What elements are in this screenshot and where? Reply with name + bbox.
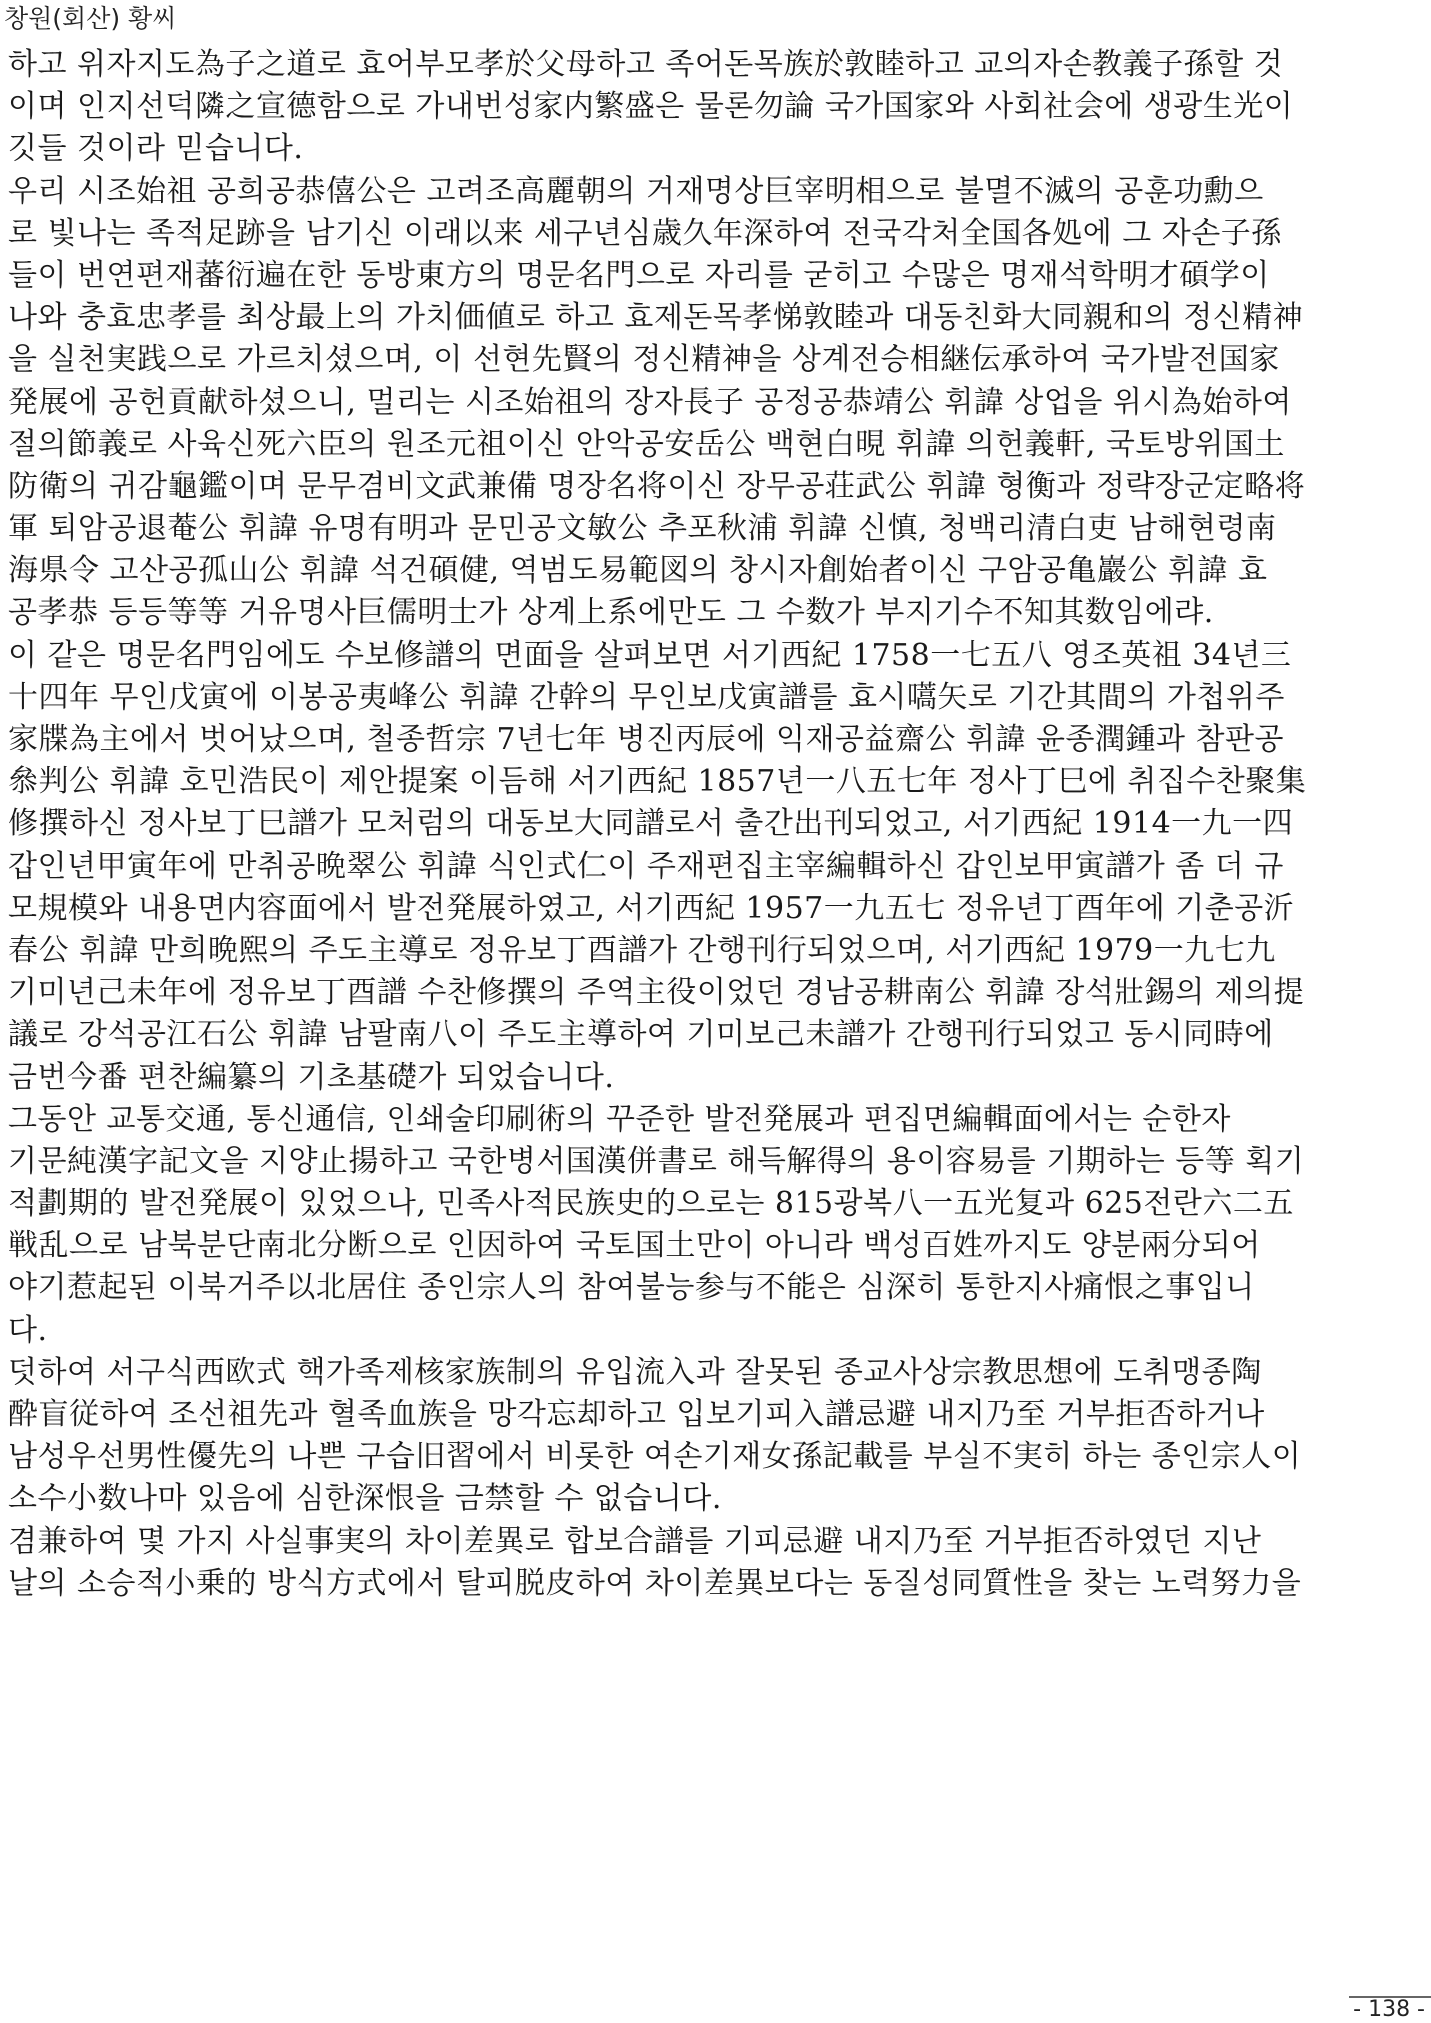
paragraph — [8, 171, 1420, 635]
text-line: 을 실천実践으로 가르치셨으며, 이 선현先賢의 정신精神을 상계전승相継伝承하여 국가발전国家 — [8, 342, 1280, 378]
text-line: 로 빛나는 족적足跡을 남기신 이래以来 세구년심歳久年深하여 전국각처全国各処에 그 자손子孫 — [8, 215, 1282, 251]
text-line: 防衛의 귀감龜鑑이며 문무겸비文武兼備 명장名将이신 장무공荘武公 휘諱 형衡과 정략장군定略将 — [8, 468, 1306, 504]
text-line: 軍 퇴암공退菴公 휘諱 유명有明과 문민공文敏公 추포秋浦 휘諱 신慎, 청백리清白吏 남해현령南 — [8, 511, 1277, 547]
text-line: 叅判公 휘諱 호민浩民이 제안提案 이듬해 서기西紀 1857년一八五七年 정사丁巳에 취집수찬聚集 — [8, 764, 1307, 800]
text-line: 모規模와 내용면内容面에서 발전発展하였고, 서기西紀 1957一九五七 정유년丁酉年에 기춘공沂 — [8, 890, 1295, 926]
text-line: 공孝恭 등등等等 거유명사巨儒明士가 상계上系에만도 그 수数가 부지기수不知其数임에랴. — [8, 595, 1214, 631]
text-line: 春公 휘諱 만희晩熙의 주도主導로 정유보丁酉譜가 간행刊行되었으며, 서기西紀 1979一九七九 — [8, 932, 1276, 968]
text-line: 겸兼하여 몇 가지 사실事実의 차이差異로 합보合譜를 기피忌避 내지乃至 거부拒否하였던 지난 — [8, 1523, 1262, 1559]
text-line: 이 같은 명문名門임에도 수보修譜의 면面을 살펴보면 서기西紀 1758一七五八 영조英祖 34년三 — [8, 637, 1292, 673]
text-line: 절의節義로 사육신死六臣의 원조元祖이신 안악공安岳公 백현白晛 휘諱 의헌義軒, 국토방위国土 — [8, 426, 1285, 462]
text-line: 날의 소승적小乗的 방식方式에서 탈피脱皮하여 차이差異보다는 동질성同質性을 찾는 노력努力을 — [8, 1565, 1302, 1601]
text-line: 다. — [8, 1312, 48, 1348]
paragraph — [8, 1521, 1420, 1605]
text-line: 修撰하신 정사보丁巳譜가 모처럼의 대동보大同譜로서 출간出刊되었고, 서기西紀 1914一九一四 — [8, 806, 1294, 842]
text-line: 들이 번연편재蕃衍遍在한 동방東方의 명문名門으로 자리를 굳히고 수많은 명재석학明才碩学이 — [8, 257, 1270, 293]
paragraph — [8, 44, 1420, 171]
text-line: 남성우선男性優先의 나쁜 구습旧習에서 비롯한 여손기재女孫記載를 부실不実히 하는 종인宗人이 — [8, 1439, 1302, 1475]
text-line: 야기惹起된 이북거주以北居住 종인宗人의 참여불능参与不能은 심深히 통한지사痛恨之事입니 — [8, 1270, 1255, 1306]
text-line: 우리 시조始祖 공희공恭僖公은 고려조高麗朝의 거재명상巨宰明相으로 불멸不滅의 공훈功勳으 — [8, 173, 1264, 209]
text-line: 海県令 고산공孤山公 휘諱 석건碩健, 역범도易範図의 창시자創始者이신 구암공亀巖公 휘諱 효 — [8, 553, 1268, 589]
paragraph — [8, 1352, 1420, 1521]
text-line: 기미년己未年에 정유보丁酉譜 수찬修撰의 주역主役이었던 경남공耕南公 휘諱 장석壯錫의 제의提 — [8, 975, 1305, 1011]
text-line: 갑인년甲寅年에 만취공晩翠公 휘諱 식인式仁이 주재편집主宰編輯하신 갑인보甲寅譜가 좀 더 규 — [8, 848, 1284, 884]
running-header: 창원(회산) 황씨 — [4, 4, 177, 33]
text-line: 家牒為主에서 벗어났으며, 철종哲宗 7년七年 병진丙辰에 익재공益齋公 휘諱 윤종潤鍾과 참판공 — [8, 722, 1284, 757]
text-line: 하고 위자지도為子之道로 효어부모孝於父母하고 족어돈목族於敦睦하고 교의자손教義子孫할 것 — [8, 47, 1284, 82]
text-line: 금번今番 편찬編纂의 기초基礎가 되었습니다. — [8, 1059, 615, 1095]
text-line: 소수小数나마 있음에 심한深恨을 금禁할 수 없습니다. — [8, 1481, 722, 1517]
text-line: 덧하여 서구식西欧式 핵가족제核家族制의 유입流入과 잘못된 종교사상宗教思想에 도취맹종陶 — [8, 1354, 1262, 1390]
text-line: 十四年 무인戊寅에 이봉공夷峰公 휘諱 간幹의 무인보戊寅譜를 효시嚆矢로 기간其間의 가첩위주 — [8, 679, 1285, 715]
text-line: 깃들 것이라 믿습니다. — [8, 131, 304, 167]
text-line: 戦乱으로 남북분단南北分断으로 인因하여 국토国土만이 아니라 백성百姓까지도 양분兩分되어 — [8, 1228, 1261, 1264]
paragraph — [8, 1099, 1420, 1352]
text-line: 나와 충효忠孝를 최상最上의 가치価値로 하고 효제돈목孝悌敦睦과 대동친화大同親和의 정신精神 — [8, 300, 1304, 336]
text-line: 그동안 교통交通, 통신通信, 인쇄술印刷術의 꾸준한 발전発展과 편집면編輯面에서는 순한자 — [8, 1101, 1231, 1137]
paragraph — [8, 635, 1420, 1099]
page-number: - 138 - — [1349, 1996, 1431, 2022]
text-line: 이며 인지선덕隣之宣德함으로 가내번성家内繁盛은 물론勿論 국가国家와 사회社会에 생광生光이 — [8, 89, 1294, 125]
body-text — [8, 44, 1420, 1605]
text-line: 기문純漢字記文을 지양止揚하고 국한병서国漢併書로 해득解得의 용이容易를 기期하는 등等 획기 — [8, 1143, 1305, 1179]
text-line: 議로 강석공江石公 휘諱 남팔南八이 주도主導하여 기미보己未譜가 간행刊行되었고 동시同時에 — [8, 1017, 1274, 1053]
text-line: 적劃期的 발전発展이 있었으나, 민족사적民族史的으로는 815광복八一五光复과 625전란六二五 — [8, 1186, 1294, 1222]
text-line: 発展에 공헌貢献하셨으니, 멀리는 시조始祖의 장자長子 공정공恭靖公 휘諱 상업을 위시為始하여 — [8, 384, 1292, 420]
text-line: 酔盲従하여 조선祖先과 혈족血族을 망각忘却하고 입보기피入譜忌避 내지乃至 거부拒否하거나 — [8, 1397, 1265, 1432]
